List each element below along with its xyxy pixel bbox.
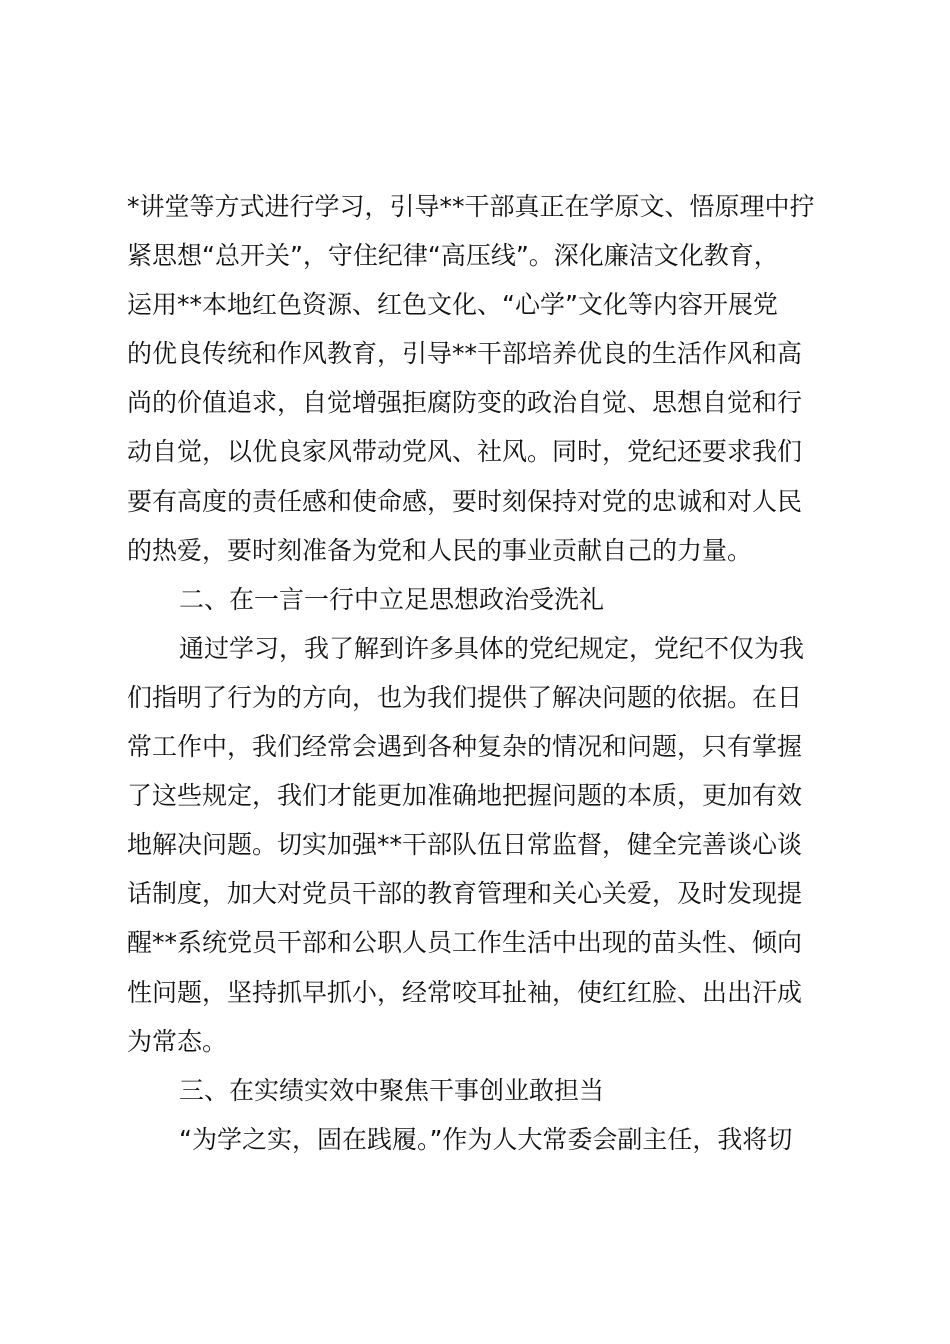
text-line: 紧思想“总开关”，守住纪律“高压线”。深化廉洁文化教育， [127,241,779,271]
text-line: *讲堂等方式进行学习，引导**干部真正在学原文、悟原理中拧 [127,192,815,221]
body-text [127,182,837,1164]
text-line: 性问题，坚持抓早抓小，经常咬耳扯袖，使红红脸、出出汗成 [127,977,803,1007]
section-heading: 三、在实绩实效中聚焦干事创业敢担当 [179,1075,605,1105]
text-line: 通过学习，我了解到许多具体的党纪规定，党纪不仅为我 [179,633,805,663]
text-line: 为常态。 [127,1026,228,1056]
text-line: 们指明了行为的方向，也为我们提供了解决问题的依据。在日 [127,682,803,712]
section-heading: 二、在一言一行中立足思想政治受洗礼 [179,584,605,614]
text-line: 话制度，加大对党员干部的教育管理和关心关爱，及时发现提 [127,879,803,909]
text-line: 运用**本地红色资源、红色文化、“心学”文化等内容开展党 [127,290,778,320]
text-line: 常工作中，我们经常会遇到各种复杂的情况和问题，只有掌握 [127,732,803,762]
text-line: 醒**系统党员干部和公职人员工作生活中出现的苗头性、倾向 [127,928,803,958]
text-line: 尚的价值追求，自觉增强拒腐防变的政治自觉、思想自觉和行 [127,388,803,418]
text-line: 动自觉，以优良家风带动党风、社风。同时，党纪还要求我们 [127,437,803,467]
text-line: “为学之实，固在践履。”作为人大常委会副主任，我将切 [179,1124,793,1154]
text-line: 的热爱，要时刻准备为党和人民的事业贡献自己的力量。 [127,535,753,565]
text-line: 的优良传统和作风教育，引导**干部培养优良的生活作风和高 [127,339,803,369]
text-line: 地解决问题。切实加强**干部队伍日常监督，健全完善谈心谈 [127,830,803,860]
text-line: 要有高度的责任感和使命感，要时刻保持对党的忠诚和对人民 [127,486,803,516]
text-line: 了这些规定，我们才能更加准确地把握问题的本质，更加有效 [127,781,803,811]
